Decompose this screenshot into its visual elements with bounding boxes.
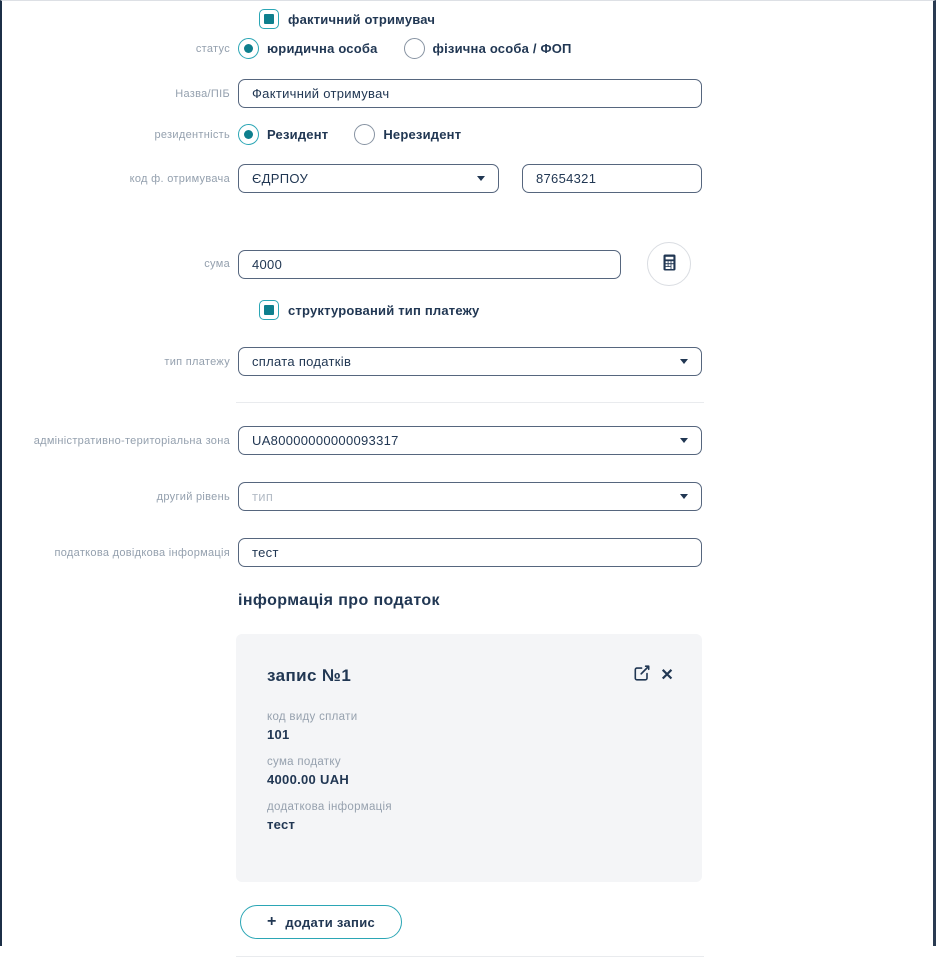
status-row bbox=[2, 38, 933, 59]
residency-radio-group bbox=[238, 124, 461, 145]
tax-info-row bbox=[2, 538, 933, 567]
plus-icon: + bbox=[267, 913, 277, 930]
radio-individual[interactable]: фізична особа / ФОП bbox=[404, 38, 572, 59]
tax-info-label: податкова довідкова інформація bbox=[54, 546, 230, 559]
actual-recipient-row bbox=[2, 9, 933, 29]
payment-type-row bbox=[2, 347, 933, 376]
calculator-button[interactable] bbox=[647, 242, 691, 286]
amount-label: сума bbox=[204, 258, 230, 270]
chevron-down-icon bbox=[477, 176, 485, 181]
structured-payment-checkbox[interactable] bbox=[259, 300, 479, 320]
recipient-code-row bbox=[2, 164, 933, 193]
edit-icon bbox=[633, 664, 651, 687]
structured-payment-label: структурований тип платежу bbox=[288, 302, 480, 318]
code-value-input[interactable] bbox=[522, 164, 702, 193]
second-level-label: другий рівень bbox=[156, 490, 230, 503]
radio-resident[interactable]: Резидент bbox=[238, 124, 328, 145]
radio-nonresident[interactable]: Нерезидент bbox=[354, 124, 461, 145]
close-icon: ✕ bbox=[660, 666, 674, 684]
amount-row bbox=[2, 242, 933, 286]
tax-record-card bbox=[236, 634, 702, 882]
recipient-code-label: код ф. отримувача bbox=[129, 172, 230, 185]
chevron-down-icon bbox=[680, 359, 688, 364]
payment-type-label: тип платежу bbox=[164, 355, 230, 368]
actual-recipient-checkbox[interactable] bbox=[259, 9, 435, 29]
second-level-row bbox=[2, 482, 933, 511]
add-record-button[interactable]: + додати запис bbox=[240, 905, 402, 939]
record-title: запис №1 bbox=[267, 665, 352, 685]
edit-record-button[interactable] bbox=[633, 664, 651, 687]
admin-zone-row bbox=[2, 426, 933, 455]
actual-recipient-label: фактичний отримувач bbox=[288, 11, 436, 27]
section-divider bbox=[236, 402, 704, 403]
checkbox-checked-icon bbox=[259, 300, 279, 320]
name-input[interactable] bbox=[238, 79, 702, 108]
record-field-extra-info: додаткова інформація тест bbox=[267, 801, 392, 832]
status-radio-group bbox=[238, 38, 572, 59]
checkbox-checked-icon bbox=[259, 9, 279, 29]
second-level-select[interactable]: тип bbox=[238, 482, 702, 511]
name-row bbox=[2, 79, 933, 108]
delete-record-button[interactable] bbox=[660, 668, 674, 684]
code-type-select[interactable]: ЄДРПОУ bbox=[238, 164, 499, 193]
status-label: статус bbox=[195, 42, 230, 55]
structured-payment-row bbox=[2, 300, 933, 320]
payment-form bbox=[2, 1, 933, 957]
radio-selected-icon bbox=[238, 38, 259, 59]
chevron-down-icon bbox=[680, 494, 688, 499]
chevron-down-icon bbox=[680, 438, 688, 443]
residency-row bbox=[2, 124, 933, 145]
admin-zone-select[interactable]: UA80000000000093317 bbox=[238, 426, 702, 455]
name-label: Назва/ПІБ bbox=[175, 87, 230, 100]
tax-info-input[interactable] bbox=[238, 538, 702, 567]
admin-zone-label: адміністративно-територіальна зона bbox=[33, 434, 230, 447]
tax-section-title: інформація про податок bbox=[238, 592, 440, 609]
amount-input[interactable] bbox=[238, 250, 621, 279]
residency-label: резидентність bbox=[154, 128, 230, 141]
calculator-icon bbox=[660, 253, 679, 275]
record-field-tax-amount: сума податку 4000.00 UAH bbox=[267, 756, 350, 787]
radio-unselected-icon bbox=[404, 38, 425, 59]
radio-unselected-icon bbox=[354, 124, 375, 145]
payment-type-select[interactable]: сплата податків bbox=[238, 347, 702, 376]
record-field-payment-code: код виду сплати 101 bbox=[267, 711, 358, 742]
radio-selected-icon bbox=[238, 124, 259, 145]
radio-legal-entity[interactable]: юридична особа bbox=[238, 38, 378, 59]
